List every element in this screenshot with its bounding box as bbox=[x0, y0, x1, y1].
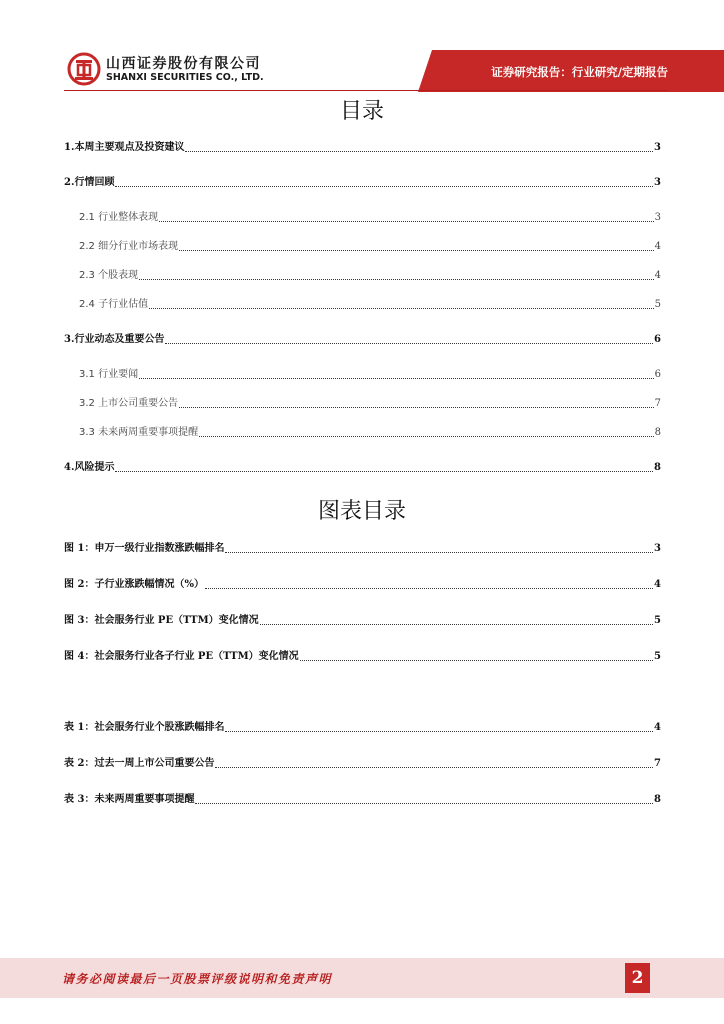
toc-entry-label: 3.2 上市公司重要公告 bbox=[79, 398, 179, 409]
toc-entry-page: 5 bbox=[654, 299, 661, 310]
toc-entry-label: 3.行业动态及重要公告 bbox=[64, 334, 165, 345]
dot-leader bbox=[199, 426, 654, 437]
toc-entry-page: 3 bbox=[654, 142, 661, 153]
figure-entry[interactable] bbox=[64, 648, 661, 664]
toc-subentry[interactable] bbox=[79, 296, 661, 312]
table-entry-label: 表 1：社会服务行业个股涨跌幅排名 bbox=[64, 722, 225, 733]
toc-entry-label: 2.4 子行业估值 bbox=[79, 299, 149, 310]
figure-entry-label: 图 4：社会服务行业各子行业 PE（TTM）变化情况 bbox=[64, 651, 299, 662]
dot-leader bbox=[215, 757, 653, 768]
table-entry[interactable] bbox=[64, 755, 661, 771]
company-name-cn: 山西证券股份有限公司 bbox=[106, 56, 261, 72]
figure-entry-label: 图 2：子行业涨跌幅情况（%） bbox=[64, 579, 204, 590]
toc-entry-page: 6 bbox=[654, 369, 661, 380]
dot-leader bbox=[195, 793, 653, 804]
toc-entry-label: 2.2 细分行业市场表现 bbox=[79, 241, 179, 252]
toc-title: 目录 bbox=[339, 99, 384, 124]
toc-subentry[interactable] bbox=[79, 209, 661, 225]
table-entry[interactable] bbox=[64, 719, 661, 735]
page-number: 2 bbox=[625, 963, 650, 993]
toc-entry-page: 4 bbox=[654, 241, 661, 252]
figure-entry-label: 图 3：社会服务行业 PE（TTM）变化情况 bbox=[64, 615, 259, 626]
toc-entry-label: 1.本周主要观点及投资建议 bbox=[64, 142, 185, 153]
company-name-en: SHANXI SECURITIES CO., LTD. bbox=[106, 72, 264, 83]
dot-leader bbox=[115, 176, 653, 187]
page-header bbox=[0, 0, 724, 100]
dot-leader bbox=[260, 614, 653, 625]
toc-subentry[interactable] bbox=[79, 238, 661, 254]
figure-entry-page: 5 bbox=[654, 651, 661, 662]
table-entry-page: 4 bbox=[654, 722, 661, 733]
table-entry-page: 8 bbox=[654, 794, 661, 805]
dot-leader bbox=[139, 368, 654, 379]
toc-entry-page: 4 bbox=[654, 270, 661, 281]
figure-toc-title: 图表目录 bbox=[317, 499, 406, 524]
toc-entry-page: 6 bbox=[654, 334, 661, 345]
toc-entry-label: 2.3 个股表现 bbox=[79, 270, 139, 281]
toc-subentry[interactable] bbox=[79, 395, 661, 411]
toc-subentry[interactable] bbox=[79, 366, 661, 382]
header-divider bbox=[64, 90, 668, 91]
dot-leader bbox=[165, 333, 653, 344]
dot-leader bbox=[115, 461, 653, 472]
toc-entry-label: 2.1 行业整体表现 bbox=[79, 212, 159, 223]
dot-leader bbox=[179, 240, 654, 251]
dot-leader bbox=[225, 721, 653, 732]
table-entry-label: 表 2：过去一周上市公司重要公告 bbox=[64, 758, 215, 769]
table-entry-page: 7 bbox=[654, 758, 661, 769]
dot-leader bbox=[300, 650, 653, 661]
figure-entry-page: 5 bbox=[654, 615, 661, 626]
report-type-tag: 证券研究报告：行业研究/定期报告 bbox=[491, 65, 668, 79]
toc-entry[interactable] bbox=[64, 174, 661, 190]
toc-entry[interactable] bbox=[64, 459, 661, 475]
dot-leader bbox=[185, 141, 653, 152]
shanxi-securities-logo-icon bbox=[67, 52, 101, 86]
toc-entry-page: 3 bbox=[654, 212, 661, 223]
dot-leader bbox=[225, 542, 653, 553]
figure-entry-page: 3 bbox=[654, 543, 661, 554]
toc-entry-label: 3.3 未来两周重要事项提醒 bbox=[79, 427, 199, 438]
toc-entry-label: 3.1 行业要闻 bbox=[79, 369, 139, 380]
toc-entry[interactable] bbox=[64, 331, 661, 347]
toc-entry-label: 4.风险提示 bbox=[64, 462, 115, 473]
toc-entry-page: 8 bbox=[654, 462, 661, 473]
disclaimer-notice: 请务必阅读最后一页股票评级说明和免责声明 bbox=[62, 972, 333, 986]
toc-subentry[interactable] bbox=[79, 424, 661, 440]
figure-entry-page: 4 bbox=[654, 579, 661, 590]
toc-entry-page: 3 bbox=[654, 177, 661, 188]
figure-entry-label: 图 1：申万一级行业指数涨跌幅排名 bbox=[64, 543, 225, 554]
dot-leader bbox=[139, 269, 654, 280]
figure-entry[interactable] bbox=[64, 612, 661, 628]
dot-leader bbox=[159, 211, 654, 222]
dot-leader bbox=[179, 397, 654, 408]
toc-entry[interactable] bbox=[64, 139, 661, 155]
figure-entry[interactable] bbox=[64, 576, 661, 592]
toc-entry-page: 8 bbox=[654, 427, 661, 438]
dot-leader bbox=[149, 298, 654, 309]
toc-entry-page: 7 bbox=[654, 398, 661, 409]
dot-leader bbox=[205, 578, 653, 589]
toc-entry-label: 2.行情回顾 bbox=[64, 177, 115, 188]
toc-subentry[interactable] bbox=[79, 267, 661, 283]
table-entry[interactable] bbox=[64, 791, 661, 807]
table-entry-label: 表 3：未来两周重要事项提醒 bbox=[64, 794, 195, 805]
figure-entry[interactable] bbox=[64, 540, 661, 556]
